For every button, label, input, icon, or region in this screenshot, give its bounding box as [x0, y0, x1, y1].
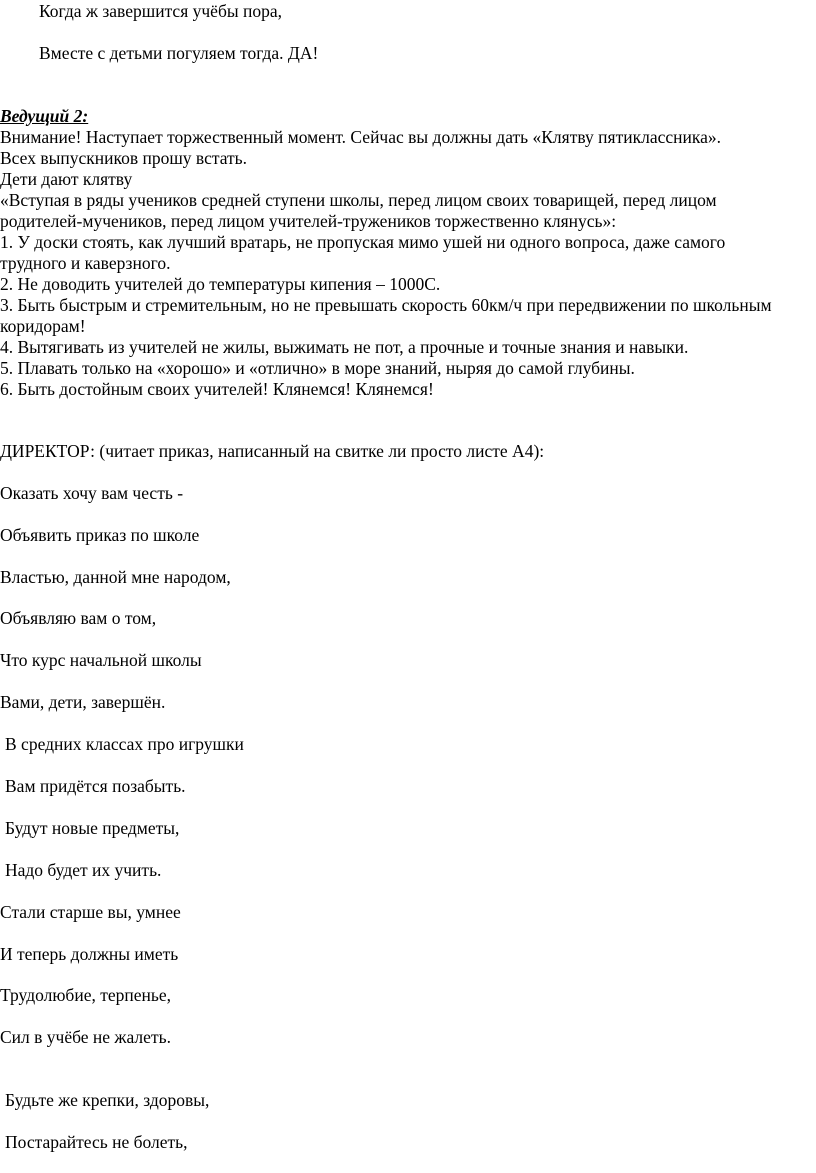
- oath-item: трудного и каверзного.: [0, 253, 171, 273]
- verse-line: Трудолюбие, терпенье,: [0, 985, 171, 1005]
- verse-line: Властью, данной мне народом,: [0, 567, 231, 587]
- verse-line: Будут новые предметы,: [5, 818, 180, 838]
- verse-line: В средних классах про игрушки: [5, 734, 244, 754]
- oath-item: 6. Быть достойным своих учителей! Клянемся! Клянемся!: [0, 379, 434, 399]
- verse-line: Вам придётся позабыть.: [5, 776, 186, 796]
- oath-item: 4. Вытягивать из учителей не жилы, выжимать не пот, а прочные и точные знания и навыки.: [0, 337, 689, 357]
- verse-line: Объявляю вам о том,: [0, 608, 157, 628]
- verse-line: Постарайтесь не болеть,: [5, 1132, 188, 1152]
- oath-item: 1. У доски стоять, как лучший вратарь, не пропуская мимо ушей ни одного вопроса, даже самого: [0, 232, 726, 252]
- host-line: Дети дают клятву: [0, 169, 133, 189]
- oath-item: 5. Плавать только на «хорошо» и «отлично» в море знаний, ныряя до самой глубины.: [0, 358, 635, 378]
- intro-line-2: Вместе с детьми погуляем тогда. ДА!: [39, 43, 319, 63]
- intro-line-1: Когда ж завершится учёбы пора,: [39, 1, 282, 21]
- verse-line: Будьте же крепки, здоровы,: [5, 1090, 210, 1110]
- oath-item: 2. Не доводить учителей до температуры кипения – 1000С.: [0, 274, 441, 294]
- director-heading: ДИРЕКТОР: (читает приказ, написанный на свитке ли просто листе А4):: [0, 441, 545, 461]
- verse-line: Надо будет их учить.: [5, 860, 162, 880]
- host-label: Ведущий 2:: [0, 106, 89, 126]
- verse-line: Вами, дети, завершён.: [0, 692, 166, 712]
- oath-intro-line: «Вступая в ряды учеников средней ступени школы, перед лицом своих товарищей, перед лицом: [0, 190, 717, 210]
- host-line: Внимание! Наступает торжественный момент. Сейчас вы должны дать «Клятву пятиклассника».: [0, 127, 721, 147]
- verse-line: Стали старше вы, умнее: [0, 902, 181, 922]
- oath-item: коридорам!: [0, 316, 86, 336]
- verse-line: И теперь должны иметь: [0, 944, 179, 964]
- verse-line: Объявить приказ по школе: [0, 525, 200, 545]
- verse-line: Сил в учёбе не жалеть.: [0, 1027, 171, 1047]
- oath-intro-line: родителей-мучеников, перед лицом учителей-тружеников торжественно клянусь»:: [0, 211, 617, 231]
- oath-item: 3. Быть быстрым и стремительным, но не превышать скорость 60км/ч при передвижении по школьным: [0, 295, 772, 315]
- host-line: Всех выпускников прошу встать.: [0, 148, 248, 168]
- verse-line: Что курс начальной школы: [0, 650, 202, 670]
- verse-line: Оказать хочу вам честь -: [0, 483, 184, 503]
